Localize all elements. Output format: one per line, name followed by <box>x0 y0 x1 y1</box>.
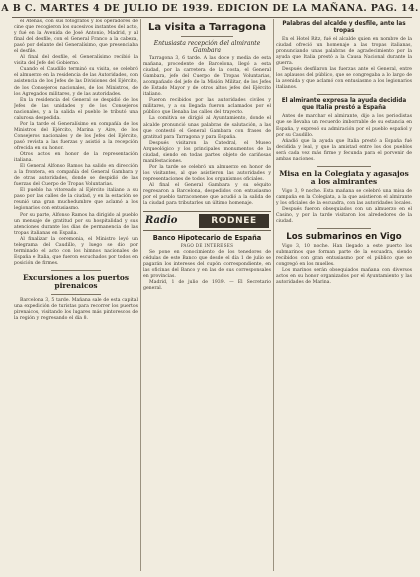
article-paragraph: Por su parte, Alfonso Ramos ha dirigido al pueblo un mensaje de gratitud por su hospitalidad y sus atenciones durante los días de permanencia de las tropas italianas en España. <box>14 212 138 236</box>
bank-notice-subtitle: PAGO DE INTERESES <box>180 243 234 249</box>
article-paragraph: Antes de marchar el almirante, dijo a los periodistas que se llevaba un recuerdo imborrable de su estancia en España, y expresó su admiración por el pueblo español y por su Caudillo. <box>276 114 412 138</box>
column-right <box>276 19 412 575</box>
article-paragraph: Añadió que la ayuda que Italia prestó a España fué decidida y leal, y que la amistad entre los dos pueblos será cada vez más firme y fecunda para el porvenir de ambas naciones. <box>276 138 412 162</box>
section-separator <box>317 94 371 95</box>
article-paragraph: En el Hotel Ritz, fué el alcalde quien en nombre de la ciudad ofreció un homenaje a las tropas italianas, pronunciando unas palabras de agradecimiento por la ayuda que Italia prestó a la Causa Nacional durante la guerra. <box>276 37 412 67</box>
article-paragraph: Por la tarde se celebró un almuerzo en honor de los visitantes, al que asistieron las autoridades y representaciones de todos los organismos oficiales. <box>143 164 271 182</box>
article-paragraph: Otros actos en honor de la representación italiana. <box>14 152 138 164</box>
article-paragraph: El General Alfonso Ramos ha salido en dirección a la frontera, en compañía del General Gambara y de otras autoridades, donde se despidió de las fuerzas del Cuerpo de Tropas Voluntarias. <box>14 164 138 188</box>
article-title: La visita a Tarragona <box>148 22 266 33</box>
article-heading: Palabras del alcalde y desfile, ante las tropas <box>282 21 406 34</box>
article-paragraph: Al final el General Gambara y su séquito regresaron a Barcelona, despedidos con entusiasmo por el pueblo tarraconense que acudió a la salida de la ciudad para tributarles un último homenaje. <box>143 182 271 207</box>
article-paragraph: La comitiva se dirigió al Ayuntamiento, donde el alcalde pronunció unas palabras de salutación, a las que contestó el General Gambara con frases de gratitud para Tarragona y para España. <box>143 116 271 140</box>
article-paragraph: Por la tarde el Generalísimo en compañía de los Ministros del Ejército, Marina y Aire, de los Consejeros nacionales y de los Jefes del Ejército, pasó revista a las fuerzas y asistió a la recepción ofrecida en su honor. <box>14 121 138 151</box>
article-heading: Los submarinos en Vigo <box>286 232 402 243</box>
article-heading: Excursiones a los puertos pirenaicos <box>23 272 129 291</box>
bank-notice-paragraph: Se pone en conocimiento de los tenedores de cédulas de este Banco que desde el día 1 de julio se pagarán los intereses del cupón correspondiente, en las oficinas del Banco y en las de sus corresponsales en provincias. <box>143 250 271 280</box>
article-paragraph: Después desfilaron las fuerzas ante el General, entre los aplausos del público, que se congregaba a lo largo de la avenida y que aclamó con entusiasmo a los legionarios italianos. <box>276 67 412 91</box>
article-paragraph: el Atenas, con sus fotógrafos y los operadores de cine que recogieron los sucesivos instantes del acto, y fué en la Avenida de José Antonio, Madrid, y al final del desfile, con el General Franco a la cabeza, pasó por delante del Generalísimo, que presenciaba el desfile. <box>14 19 138 55</box>
bank-notice-paragraph: Madrid, 1 de julio de 1939. — El Secretario general. <box>143 280 271 292</box>
column-left <box>14 19 138 575</box>
ad-brand-logo: RODNEE <box>199 214 269 228</box>
article-paragraph: Al final del desfile, el Generalísimo recibió la visita del Jefe del Gobierno. <box>14 55 138 67</box>
article-subtitle: Entusiasta recepción del almirante Gambara <box>153 40 261 54</box>
article-heading: Misa en la Colegiata y agasajos a los almirantes <box>279 168 409 187</box>
advertisement-radio <box>143 211 271 231</box>
article-paragraph: Al finalizar la ceremonia, el Ministro leyó un telegrama del Caudillo, y luego se dio por terminado el acto con los himnos nacionales de España e Italia, que fueron escuchados por todos en posición de firmes. <box>14 236 138 266</box>
ad-brand-script: Radio <box>145 215 178 227</box>
article-paragraph: En la residencia del General se despidió de los Jefes de las unidades y de los Consejeros nacionales, y a la salida el pueblo le tributó una calurosa despedida. <box>14 97 138 121</box>
column-divider-left <box>140 19 141 571</box>
section-separator <box>51 270 101 271</box>
article-paragraph: Vigo 3, 10 noche. Han llegado a este puerto los submarinos que forman parte de la escuadra, siendo recibidos con gran entusiasmo por el público que se congregó en los muelles. <box>276 244 412 268</box>
bank-notice-title: Banco Hipotecario de España <box>152 234 262 243</box>
page-header: A B C. MARTES 4 DE JULIO DE 1939. EDICION DE LA MAÑANA. PAG. 14. <box>1 3 419 14</box>
article-paragraph: Cuando el Caudillo terminó su visita, se celebró el almuerzo en la residencia de las Autoridades, con asistencia de los Jefes de las Divisiones del Ejército, de los Consejeros nacionales, de los Ministros, de los Agregados militares, y de las autoridades. <box>14 67 138 97</box>
article-paragraph: Los marinos serán obsequiados mañana con diversos actos en su honor organizados por el Ayuntamiento y las autoridades de Marina. <box>276 268 412 286</box>
section-separator <box>317 166 371 167</box>
article-paragraph: Tarragona 3, 6 tarde. A las doce y media de esta mañana, procedente de Barcelona, llegó a esta ciudad, por la carretera de la costa, el General Gambara, jefe del Cuerpo de Tropas Voluntarias, acompañado del jefe de la Misión Militar, de los Jefes de Estado Mayor y de otros altos jefes del Ejército italiano. <box>143 56 271 98</box>
section-separator <box>181 36 232 37</box>
article-paragraph: Barcelona 3, 5 tarde. Mañana sale de esta capital una expedición de turistas para recorrer los puertos pirenaicos, visitando los lugares más pintorescos de la región y regresando el día 8. <box>14 297 138 322</box>
column-divider-right <box>273 19 274 571</box>
article-paragraph: Después visitaron la Catedral, el Museo Arqueológico y los principales monumentos de la ciudad, siendo en todas partes objeto de cariñosas manifestaciones. <box>143 140 271 164</box>
column-center <box>143 19 271 575</box>
article-paragraph: Vigo 3, 9 noche. Esta mañana se celebró una misa de campaña en la Colegiata, a la que asistieron el almirante y los oficiales de la escuadra, con las autoridades locales. <box>276 188 412 206</box>
header-rule <box>12 17 412 18</box>
article-heading: El almirante expresa la ayuda decidida que Italia prestó a España <box>281 98 407 112</box>
article-paragraph: El pueblo ha vitoreado al Ejército italiano a su paso por las calles de la ciudad, y en la estación se reunió una gran muchedumbre que aclamó a los legionarios con entusiasmo. <box>14 188 138 212</box>
section-separator <box>317 228 371 229</box>
section-separator <box>51 294 101 295</box>
article-paragraph: Fueron recibidos por las autoridades civiles y militares, y a su llegada fueron aclamados por el público que llenaba las calles del trayecto. <box>143 98 271 116</box>
article-paragraph: Después fueron obsequiados con un almuerzo en el Casino, y por la tarde visitaron los alrededores de la ciudad. <box>276 206 412 225</box>
